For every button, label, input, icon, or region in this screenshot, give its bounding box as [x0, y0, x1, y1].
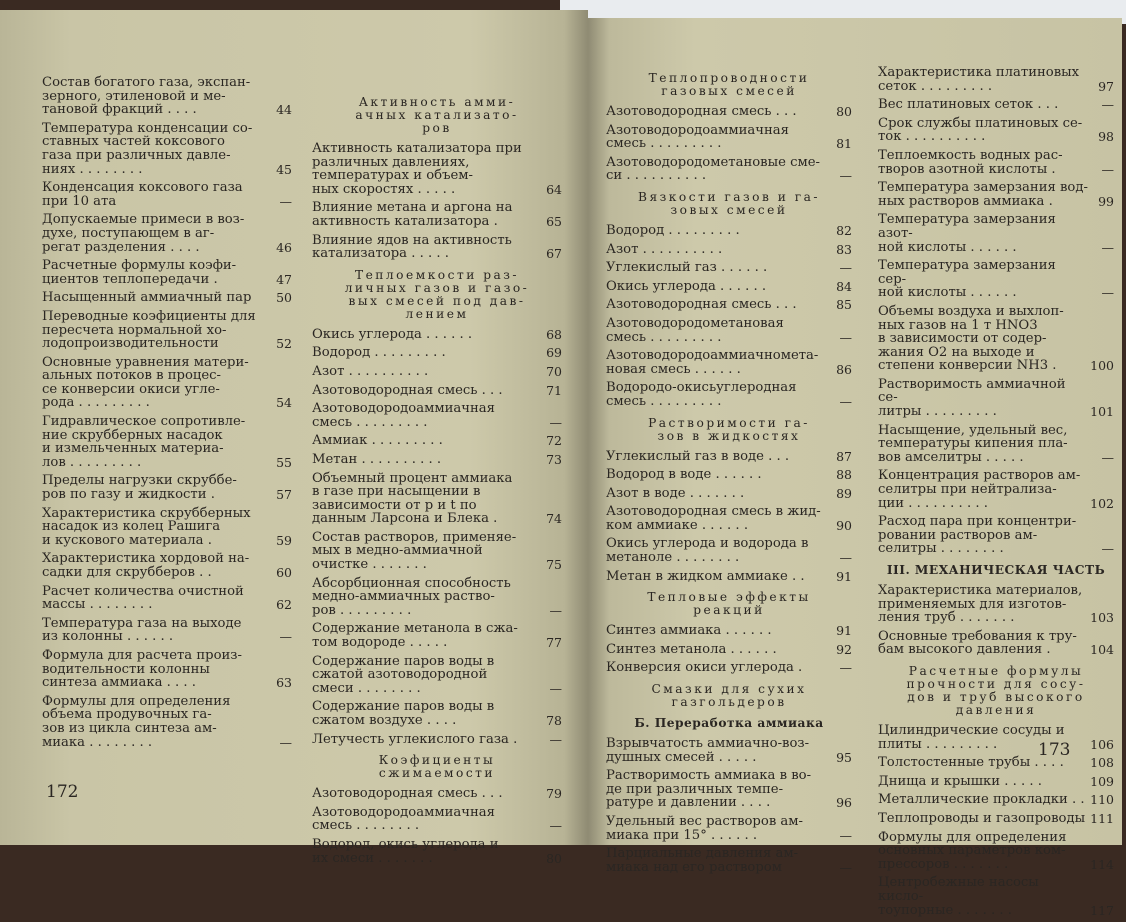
toc-entry-title: Состав растворов, применяе- мых в медно-аммиачной очистке . . . . . . .: [312, 529, 517, 573]
toc-entry: [42, 356, 292, 410]
toc-entry-page: 82: [836, 222, 852, 238]
toc-entry-title: Азотоводородная смесь . . .: [312, 786, 503, 802]
toc-entry: [42, 649, 292, 690]
section-heading: Растворимости га- зов в жидкостях: [648, 415, 810, 443]
toc-entry-title: Центробежные насосы кисло- тоупорные . . . . . . .: [878, 875, 1039, 918]
toc-entry-title: Азотоводородоаммиачномета- новая смесь . . . . . .: [606, 348, 819, 377]
toc-entry-title: Аммиак . . . . . . . . .: [312, 433, 443, 449]
toc-entry-page: 91: [836, 568, 852, 584]
toc-entry-title: Азотоводородоаммиачная смесь . . . . . . . .: [312, 804, 495, 834]
toc-entry-page: —: [549, 414, 562, 430]
toc-entry: [312, 365, 562, 379]
section-heading: Коэфициенты сжимаемости: [378, 753, 496, 781]
toc-entry-title: Формула для расчета произ- водительности колонны синтеза аммиака . . . .: [42, 647, 242, 691]
toc-entry-title: Синтез метанола . . . . . .: [606, 641, 777, 657]
section-heading: Теплопроводности газовых смесей: [648, 71, 810, 98]
toc-entry-page: 102: [1090, 495, 1114, 511]
toc-entry-page: 80: [836, 104, 852, 119]
section-heading: Б. Переработка аммиака: [634, 716, 824, 731]
toc-entry-page: 114: [1090, 856, 1114, 872]
toc-entry-title: Концентрация растворов ам- селитры при нейтрализа- ции . . . . . . . . . .: [878, 468, 1081, 511]
toc-entry-page: 106: [1090, 736, 1114, 752]
toc-entry: [312, 142, 562, 196]
toc-entry-title: Объемный процент аммиака в газе при насыщении в зависимости от p и t по данным Ларсона и Блека .: [312, 470, 513, 527]
toc-entry: [878, 469, 1114, 510]
toc-entry-title: Метан в жидком аммиаке . .: [606, 568, 805, 584]
toc-entry-title: Содержание паров воды в сжатом воздухе . . . .: [312, 699, 495, 728]
toc-entry-title: Формулы для определения объема продувочных га- зов из цикла синтеза ам- миака . . . . . . . .: [42, 693, 231, 750]
toc-entry: [312, 472, 562, 526]
toc-entry: [42, 695, 292, 749]
toc-entry-page: 74: [546, 511, 562, 527]
toc-entry-title: Влияние метана и аргона на активность катализатора .: [312, 200, 513, 229]
toc-entry: [878, 66, 1114, 93]
toc-entry-title: Азот . . . . . . . . . .: [606, 241, 723, 257]
toc-entry: [878, 117, 1114, 144]
toc-entry-title: Синтез аммиака . . . . . .: [606, 623, 772, 639]
toc-entry-page: —: [839, 168, 852, 184]
toc-entry: [606, 261, 852, 275]
toc-entry: [606, 537, 852, 564]
toc-entry: [878, 378, 1114, 419]
toc-entry-page: —: [1101, 285, 1114, 301]
left-page: [0, 10, 588, 866]
toc-entry-page: 52: [276, 336, 292, 352]
toc-entry-title: Насыщение, удельный вес, температуры кипения пла- вов амселитры . . . . .: [878, 422, 1068, 465]
toc-entry: [606, 156, 852, 183]
toc-entry-title: Азотоводородометановые сме- си . . . . . . . . . .: [606, 154, 820, 184]
toc-entry-page: 60: [276, 565, 292, 580]
toc-entry-page: 92: [836, 641, 852, 657]
toc-entry-page: 98: [1098, 129, 1114, 145]
toc-entry: [312, 787, 562, 801]
toc-entry: [878, 259, 1114, 300]
toc-entry-title: Переводные коэфициенты для пересчета нормальной хо- лодопроизводительности: [42, 308, 256, 352]
toc-entry: [312, 655, 562, 696]
section-heading: Расчетные формулы прочности для сосу- дов и труб высокого давления: [906, 663, 1086, 717]
toc-entry: [878, 630, 1114, 657]
toc-entry-title: Температура замерзания азот- ной кислоты . . . . . .: [878, 212, 1056, 255]
toc-entry-title: Конденсация коксового газа при 10 ата: [42, 180, 243, 209]
toc-entry-title: Водород, окись углерода и их смеси . . . . . . .: [312, 836, 499, 866]
toc-entry: [42, 122, 292, 176]
toc-entry: [42, 585, 292, 612]
toc-entry: [42, 552, 292, 579]
toc-entry: [606, 468, 852, 482]
toc-entry-page: 101: [1090, 404, 1114, 420]
toc-entry-title: Расчетные формулы коэфи- циентов теплопередачи .: [42, 258, 237, 287]
toc-entry: [606, 280, 852, 294]
toc-entry-title: Металлические прокладки . .: [878, 792, 1085, 808]
toc-entry-title: Водородо-окисьуглеродная смесь . . . . . . . . .: [606, 380, 797, 409]
toc-entry-title: Азотоводородная смесь в жид- ком аммиаке . . . . . .: [606, 504, 821, 533]
toc-entry-page: —: [279, 193, 292, 209]
toc-entry: [878, 213, 1114, 254]
toc-entry-page: —: [839, 859, 852, 875]
toc-entry-title: Температура замерзания сер- ной кислоты . . . . . .: [878, 258, 1056, 301]
toc-entry-title: Абсорбционная способность медно-аммиачных раство- ров . . . . . . . . .: [312, 575, 511, 618]
toc-entry-page: —: [549, 602, 562, 618]
toc-entry-title: Гидравлическое сопротивле- ние скрубберных насадок и измельченных материа- лов . . . . . . . . .: [42, 414, 246, 470]
toc-entry-page: 47: [276, 271, 292, 287]
toc-entry: [42, 310, 292, 351]
toc-entry-title: Азотоводородоаммиачная смесь . . . . . . . . .: [606, 122, 789, 152]
toc-entry: [606, 661, 852, 675]
toc-entry: [606, 505, 852, 532]
toc-entry-title: Днища и крышки . . . . .: [878, 773, 1042, 789]
toc-entry: [42, 213, 292, 254]
left-column-1: [42, 76, 292, 754]
toc-entry-title: Водород в воде . . . . . .: [606, 467, 762, 483]
toc-entry: [606, 815, 852, 842]
toc-entry-title: Метан . . . . . . . . . .: [312, 451, 442, 467]
toc-entry-page: 104: [1090, 642, 1114, 658]
right-column-2: [878, 66, 1114, 922]
toc-entry-page: 83: [836, 241, 852, 257]
toc-entry: [312, 402, 562, 429]
toc-entry: [42, 76, 292, 117]
toc-entry: [42, 474, 292, 501]
toc-entry-title: Срок службы платиновых се- ток . . . . . . . . . .: [878, 115, 1083, 145]
toc-entry-page: 63: [276, 675, 292, 691]
toc-entry: [312, 346, 562, 360]
toc-entry-page: 71: [546, 382, 562, 398]
toc-entry: [606, 224, 852, 238]
toc-entry-title: Теплопроводы и газопроводы: [878, 810, 1086, 826]
toc-entry-page: 65: [546, 213, 562, 229]
toc-entry-page: —: [1101, 541, 1114, 557]
toc-entry-title: Азотоводородная смесь . . .: [606, 104, 797, 119]
toc-entry: [606, 769, 852, 810]
toc-entry: [878, 424, 1114, 465]
toc-entry-title: Температура газа на выходе из колонны . . . . . .: [42, 615, 242, 645]
toc-entry-title: Содержание паров воды в сжатой азотоводородной смеси . . . . . . . .: [312, 653, 495, 696]
toc-entry: [312, 384, 562, 398]
toc-entry-page: 110: [1090, 792, 1114, 808]
toc-entry-page: 108: [1090, 755, 1114, 771]
toc-entry-page: 59: [276, 532, 292, 548]
toc-entry: [42, 259, 292, 286]
left-column-2: [312, 88, 562, 870]
toc-entry: [606, 737, 852, 764]
section-heading: Смазки для сухих газгольдеров: [651, 682, 807, 710]
toc-entry-page: 75: [546, 557, 562, 573]
toc-entry-page: 99: [1098, 193, 1114, 209]
toc-entry-title: Характеристика материалов, применяемых для изготов- ления труб . . . . . . .: [878, 583, 1083, 626]
toc-entry-page: 89: [836, 485, 852, 501]
toc-entry-page: 57: [276, 487, 292, 503]
toc-entry-page: —: [279, 734, 292, 750]
section-heading: Тепловые эффекты реакций: [647, 590, 811, 618]
toc-entry: [878, 724, 1114, 751]
toc-entry-page: 45: [276, 161, 292, 177]
toc-entry: [606, 124, 852, 151]
toc-entry-page: —: [1101, 161, 1114, 177]
toc-entry-title: Теплоемкость водных рас- творов азотной кислоты .: [878, 147, 1063, 177]
toc-entry-page: 81: [836, 136, 852, 152]
toc-entry-title: Допускаемые примеси в воз- духе, поступающем в аг- регат разделения . . . .: [42, 212, 245, 255]
toc-entry-title: Температура конденсации со- ставных частей коксового газа при различных давле- ниях . . . . . . . .: [42, 120, 253, 177]
toc-entry: [878, 149, 1114, 176]
section-heading: Активность амми- ачных катализато- ров: [355, 95, 519, 135]
toc-entry-title: Основные уравнения матери- альных потоков в процес- се конверсии окиси угле- рода . . . . . . . . .: [42, 354, 249, 411]
toc-entry-title: Активность катализатора при различных давлениях, температурах и объем- ных скоростях . . . . .: [312, 141, 522, 197]
toc-entry-page: 79: [546, 786, 562, 802]
toc-entry-page: 100: [1090, 358, 1114, 374]
page-number-right: 173: [1038, 740, 1071, 760]
toc-entry-page: —: [549, 680, 562, 696]
toc-entry-title: Азотоводородоаммиачная смесь . . . . . . . . .: [312, 401, 495, 430]
toc-entry: [878, 831, 1114, 872]
toc-entry-title: Окись углерода . . . . . .: [312, 326, 473, 342]
toc-entry-page: 50: [276, 290, 292, 306]
toc-entry: [878, 756, 1114, 770]
toc-entry-page: 97: [1098, 78, 1114, 94]
right-column-1: [606, 64, 852, 879]
toc-entry: [42, 617, 292, 644]
toc-entry: [312, 201, 562, 228]
toc-entry-page: 90: [836, 517, 852, 533]
toc-entry-title: Азотоводородная смесь . . .: [312, 382, 503, 398]
toc-entry-page: 91: [836, 623, 852, 639]
toc-entry: [312, 577, 562, 618]
page-number-left: 172: [46, 782, 79, 802]
toc-entry-title: Азот в воде . . . . . . .: [606, 485, 745, 501]
toc-entry-title: Температура замерзания вод- ных растворов аммиака .: [878, 180, 1088, 209]
toc-entry: [606, 349, 852, 376]
toc-entry: [606, 570, 852, 584]
toc-entry-page: 87: [836, 448, 852, 464]
toc-entry: [312, 328, 562, 342]
toc-entry-title: Характеристика платиновых сеток . . . . . . . . .: [878, 65, 1080, 94]
toc-entry-page: 46: [276, 239, 292, 255]
toc-entry-title: Окись углерода и водорода в метаноле . . . . . . . .: [606, 536, 809, 566]
toc-entry-page: 85: [836, 297, 852, 313]
toc-entry-title: Удельный вес растворов ам- миака при 15° . . . . . .: [606, 814, 804, 843]
toc-entry-title: Пределы нагрузки скруббе- ров по газу и жидкости .: [42, 473, 237, 503]
toc-entry-title: Конверсия окиси углерода .: [606, 660, 803, 676]
toc-entry-page: —: [549, 818, 562, 834]
toc-entry-title: Углекислый газ . . . . . .: [606, 260, 768, 276]
toc-entry-title: Азотоводородометановая смесь . . . . . . . . .: [606, 315, 784, 345]
toc-entry-page: 62: [276, 597, 292, 613]
toc-entry-page: —: [839, 827, 852, 843]
toc-entry: [312, 733, 562, 747]
toc-entry-page: 54: [276, 395, 292, 411]
toc-entry: [606, 317, 852, 344]
toc-entry: [606, 243, 852, 257]
toc-entry-page: —: [839, 550, 852, 566]
toc-entry-page: —: [549, 731, 562, 747]
toc-entry-page: 88: [836, 467, 852, 483]
toc-entry: [878, 812, 1114, 826]
toc-entry: [606, 450, 852, 464]
toc-entry-title: Содержание метанола в сжа- том водороде . . . . .: [312, 621, 518, 651]
toc-entry: [312, 700, 562, 727]
toc-entry-page: 117: [1090, 902, 1114, 918]
toc-entry: [312, 453, 562, 467]
toc-entry: [312, 838, 562, 865]
toc-entry: [42, 415, 292, 469]
toc-entry: [878, 181, 1114, 208]
toc-entry-title: Формулы для определения основных параметров ком- прессоров . . . . . . .: [878, 829, 1067, 872]
toc-entry-title: Влияние ядов на активность катализатора . . . . .: [312, 232, 512, 262]
toc-entry-title: Расчет количества очистной массы . . . . . . . .: [42, 583, 244, 613]
toc-entry-title: Растворимость аммиака в во- де при различных темпе- ратуре и давлении . . . .: [606, 768, 812, 811]
toc-entry-page: 80: [546, 850, 562, 866]
section-heading: III. МЕХАНИЧЕСКАЯ ЧАСТЬ: [886, 563, 1106, 577]
toc-entry-title: Водород . . . . . . . . .: [312, 345, 446, 361]
toc-entry-title: Насыщенный аммиачный пар: [42, 290, 252, 306]
toc-entry: [606, 487, 852, 501]
toc-entry-title: Водород . . . . . . . . .: [606, 222, 740, 238]
toc-entry-title: Растворимость аммиачной се- литры . . . . . . . . .: [878, 376, 1066, 420]
toc-entry-title: Состав богатого газа, экспан- зерного, этиленовой и ме- тановой фракций . . . .: [42, 75, 251, 118]
toc-entry: [312, 234, 562, 261]
toc-entry-page: —: [1101, 239, 1114, 255]
toc-entry-title: Азот . . . . . . . . . .: [312, 363, 429, 379]
toc-entry-page: 96: [836, 795, 852, 811]
toc-entry: [606, 643, 852, 657]
toc-entry-page: 69: [546, 345, 562, 361]
toc-entry-title: Характеристика хордовой на- садки для скрубберов . .: [42, 551, 250, 580]
right-page: [588, 18, 1122, 918]
toc-entry: [312, 622, 562, 649]
toc-entry: [878, 98, 1114, 112]
toc-entry-page: 78: [546, 713, 562, 728]
toc-entry-page: —: [839, 393, 852, 409]
toc-entry: [312, 434, 562, 448]
toc-entry: [42, 507, 292, 548]
toc-entry: [878, 775, 1114, 789]
toc-entry-page: 73: [546, 451, 562, 467]
toc-entry-page: 77: [546, 635, 562, 651]
toc-entry-page: 103: [1090, 610, 1114, 626]
toc-entry-page: 67: [546, 246, 562, 262]
toc-entry: [878, 876, 1114, 917]
toc-entry-page: 70: [546, 363, 562, 379]
section-heading: Вязкости газов и га- зовых смесей: [638, 189, 820, 217]
toc-entry: [42, 291, 292, 305]
toc-entry-title: Углекислый газ в воде . . .: [606, 448, 790, 464]
toc-entry-page: 86: [836, 361, 852, 377]
toc-entry-page: 44: [276, 102, 292, 118]
toc-entry-title: Характеристика скрубберных насадок из колец Рашига и кускового материала .: [42, 505, 251, 548]
toc-entry: [42, 181, 292, 208]
toc-entry: [606, 381, 852, 408]
toc-entry: [606, 624, 852, 638]
toc-entry: [878, 584, 1114, 625]
toc-entry-page: 109: [1090, 773, 1114, 789]
toc-entry: [312, 806, 562, 833]
toc-entry: [606, 105, 852, 119]
toc-entry-title: Толстостенные трубы . . . .: [878, 755, 1064, 771]
toc-entry: [606, 298, 852, 312]
toc-entry-title: Основные требования к тру- бам высокого давления .: [878, 628, 1077, 658]
toc-entry-page: 72: [546, 433, 562, 449]
toc-entry: [878, 793, 1114, 807]
toc-entry-title: Цилиндрические сосуды и плиты . . . . . . . . .: [878, 722, 1065, 752]
toc-entry-page: —: [1101, 97, 1114, 113]
toc-entry-page: —: [279, 629, 292, 645]
section-heading: Теплоемкости раз- личных газов и газо- вых смесей под дав- лением: [344, 267, 530, 321]
toc-entry: [878, 305, 1114, 373]
toc-entry: [312, 531, 562, 572]
toc-entry: [606, 847, 852, 874]
toc-entry-page: 111: [1090, 810, 1114, 826]
toc-entry-page: —: [839, 660, 852, 676]
toc-entry-title: Вес платиновых сеток . . .: [878, 97, 1059, 113]
toc-entry-page: 84: [836, 278, 852, 294]
toc-entry-title: Летучесть углекислого газа .: [312, 731, 518, 747]
toc-entry-page: —: [1101, 449, 1114, 465]
toc-entry-page: 68: [546, 326, 562, 342]
toc-entry-page: 55: [276, 454, 292, 470]
toc-entry-page: —: [839, 260, 852, 276]
toc-entry-page: 64: [546, 181, 562, 197]
toc-entry-title: Взрывчатость аммиачно-воз- душных смесей . . . . .: [606, 736, 810, 765]
toc-entry-title: Парциальные давления ам- миака над его раствором: [606, 846, 799, 875]
toc-entry-page: —: [839, 329, 852, 345]
toc-entry-title: Объемы воздуха и выхлоп- ных газов на 1 т HNO3 в зависимости от содер- жания O2 на выходе и степени конверсии NH3 .: [878, 303, 1064, 374]
toc-entry: [878, 515, 1114, 556]
toc-entry-title: Окись углерода . . . . . .: [606, 278, 767, 294]
toc-entry-title: Расход пара при концентри- ровании растворов ам- селитры . . . . . . . .: [878, 514, 1077, 557]
toc-entry-title: Азотоводородная смесь . . .: [606, 297, 797, 313]
toc-entry-page: 95: [836, 749, 852, 765]
